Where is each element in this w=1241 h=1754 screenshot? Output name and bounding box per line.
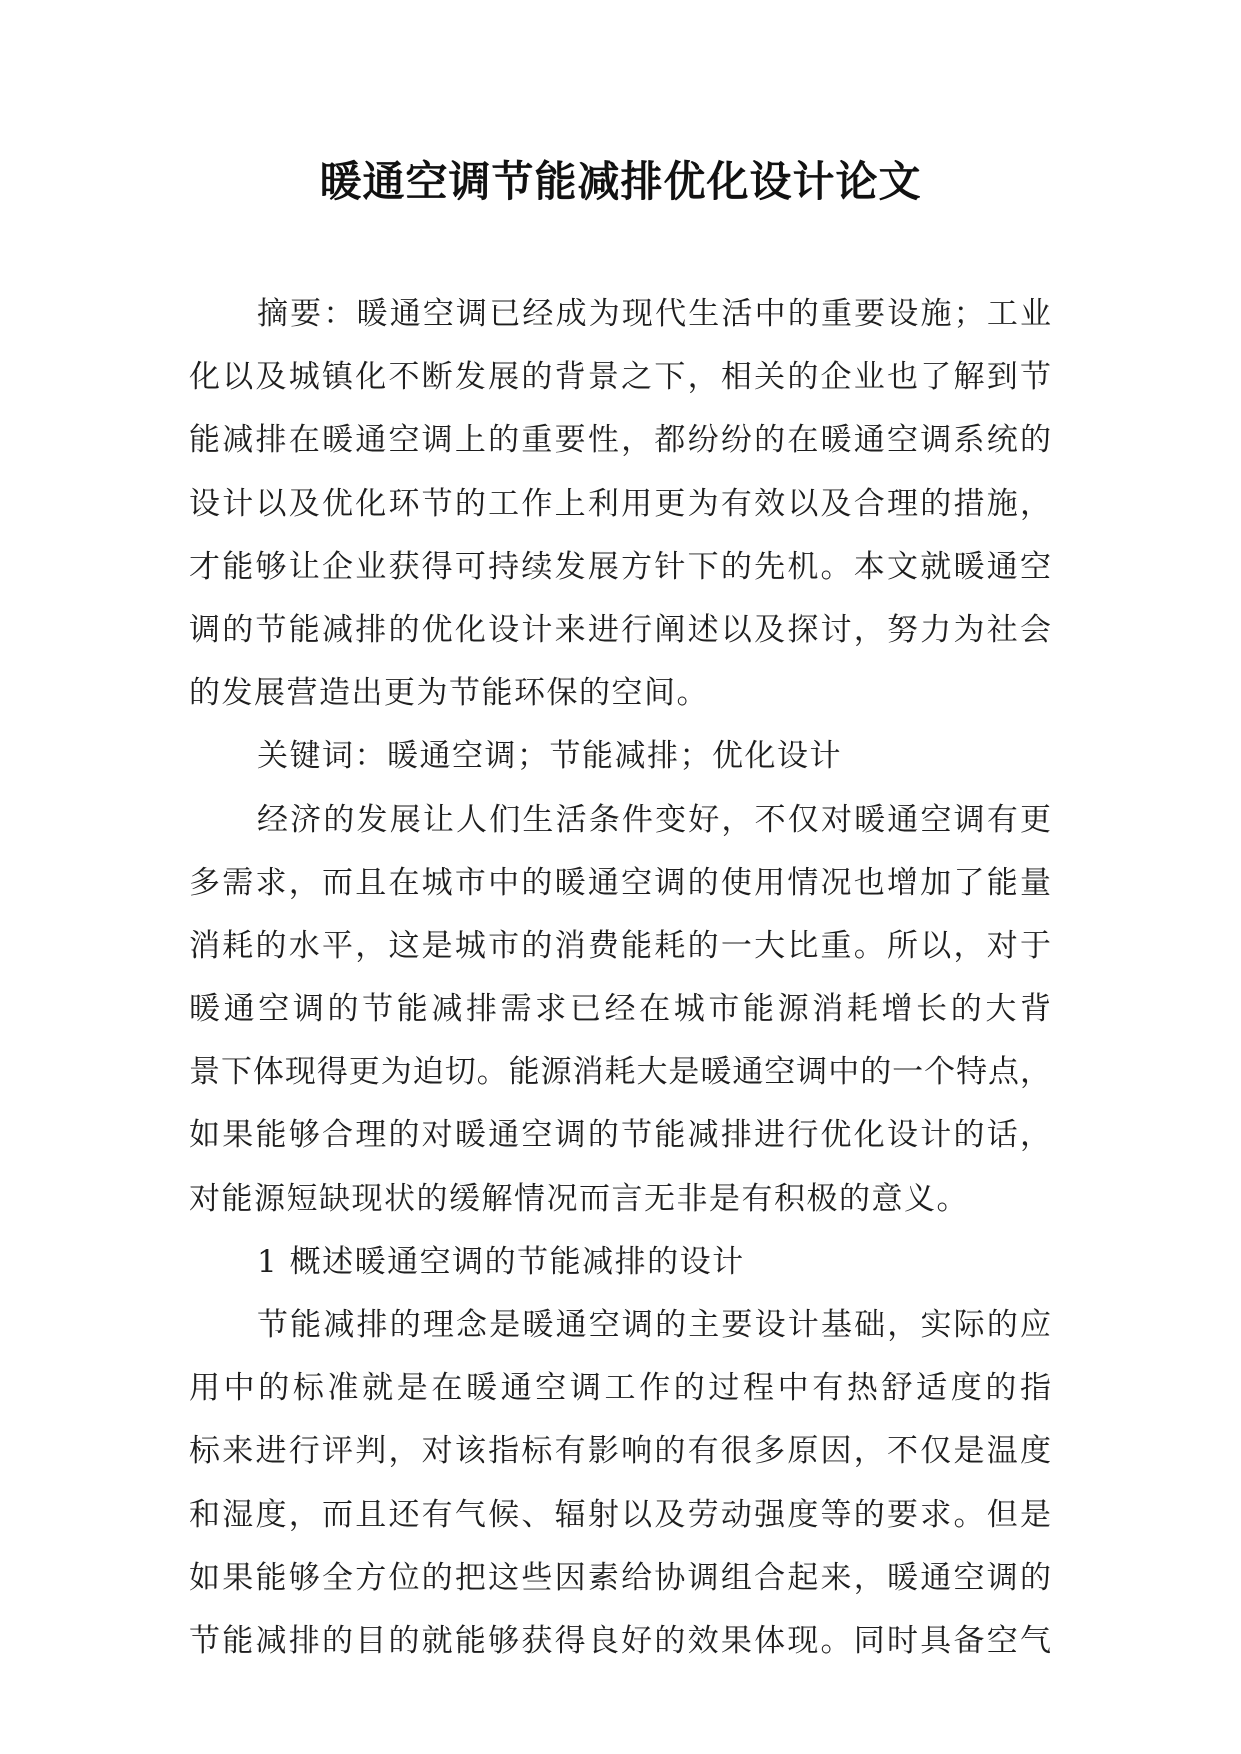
abstract-line: 才能够让企业获得可持续发展方针下的先机。本文就暖通空 xyxy=(189,548,1051,585)
paragraph-line: 经济的发展让人们生活条件变好，不仅对暖通空调有更 xyxy=(257,801,1051,838)
paragraph-line: 和湿度，而且还有气候、辐射以及劳动强度等的要求。但是 xyxy=(189,1496,1051,1533)
paragraph-line: 暖通空调的节能减排需求已经在城市能源消耗增长的大背 xyxy=(189,991,1051,1028)
paragraph-line: 多需求，而且在城市中的暖通空调的使用情况也增加了能量 xyxy=(189,864,1051,901)
paragraph-line: 节能减排的理念是暖通空调的主要设计基础，实际的应 xyxy=(257,1307,1051,1343)
paragraph-line: 如果能够合理的对暖通空调的节能减排进行优化设计的话， xyxy=(189,1117,1051,1154)
document-body xyxy=(189,283,1051,1673)
paragraph-line: 景下体现得更为迫切。能源消耗大是暖通空调中的一个特点， xyxy=(189,1054,1051,1091)
keywords-line: 关键词：暖通空调；节能减排；优化设计 xyxy=(257,738,842,775)
abstract-line: 能减排在暖通空调上的重要性，都纷纷的在暖通空调系统的 xyxy=(189,422,1051,459)
document-title: 暖通空调节能减排优化设计论文 xyxy=(319,157,922,206)
paragraph-line: 用中的标准就是在暖通空调工作的过程中有热舒适度的指 xyxy=(189,1370,1051,1407)
paragraph-line: 节能减排的目的就能够获得良好的效果体现。同时具备空气 xyxy=(189,1622,1051,1659)
abstract-line: 摘要：暖通空调已经成为现代生活中的重要设施；工业 xyxy=(257,296,1051,332)
paragraph-line: 对能源短缺现状的缓解情况而言无非是有积极的意义。 xyxy=(189,1180,969,1217)
paragraph-line: 消耗的水平，这是城市的消费能耗的一大比重。所以，对于 xyxy=(189,927,1051,964)
paragraph-line: 标来进行评判，对该指标有影响的有很多原因，不仅是温度 xyxy=(189,1433,1051,1470)
abstract-line: 的发展营造出更为节能环保的空间。 xyxy=(189,675,709,712)
abstract-line: 化以及城镇化不断发展的背景之下，相关的企业也了解到节 xyxy=(189,359,1051,396)
abstract-line: 调的节能减排的优化设计来进行阐述以及探讨，努力为社会 xyxy=(189,611,1051,648)
paragraph-line: 如果能够全方位的把这些因素给协调组合起来，暖通空调的 xyxy=(189,1559,1051,1596)
section-heading: 1 概述暖通空调的节能减排的设计 xyxy=(257,1243,745,1280)
abstract-line: 设计以及优化环节的工作上利用更为有效以及合理的措施， xyxy=(189,485,1051,522)
